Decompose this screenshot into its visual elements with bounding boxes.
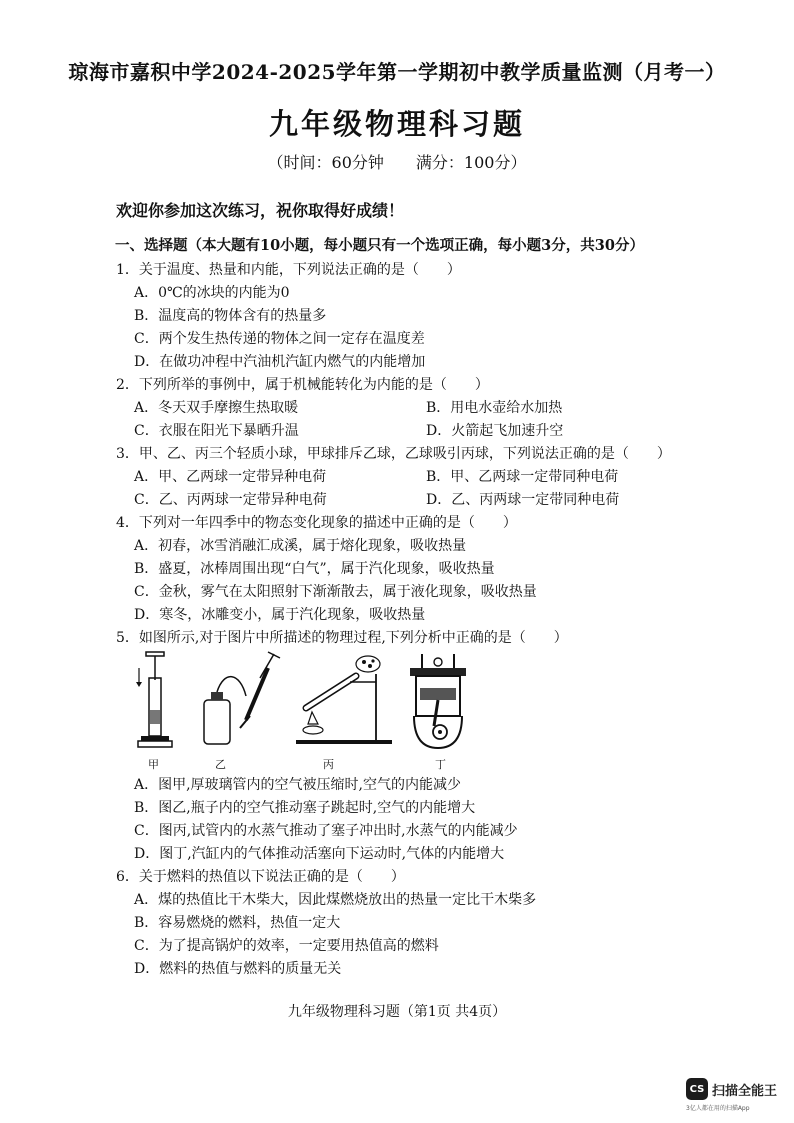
option-b: B．盛夏，冰棒周围出现“白气”，属于汽化现象，吸收热量: [134, 561, 495, 577]
welcome-message: 欢迎你参加这次练习，祝你取得好成绩！: [116, 201, 405, 220]
section-title: 一、选择题（本大题有10小题，每小题只有一个选项正确，每小题3分，共30分）: [115, 237, 644, 254]
question-stem: 4．下列对一年四季中的物态变化现象的描述中正确的是（ ）: [116, 515, 517, 531]
scanner-badge: [686, 1078, 777, 1100]
exam-info: （时间：60分钟 满分：100分）: [267, 153, 527, 172]
option-b: B．温度高的物体含有的热量多: [134, 308, 327, 324]
question-stem: 2．下列所举的事例中，属于机械能转化为内能的是（ ）: [116, 377, 489, 393]
figure-label-jia: 甲: [148, 758, 159, 771]
option-a: A．初春，冰雪消融汇成溪，属于熔化现象，吸收热量: [134, 538, 467, 554]
engine-cylinder-illustration: [406, 650, 470, 754]
school-header: 琼海市嘉积中学2024-2025学年第一学期初中教学质量监测（月考一）: [68, 60, 726, 84]
option-c: C．两个发生热传递的物体之间一定存在温度差: [134, 331, 425, 347]
question-stem: 6．关于燃料的热值以下说法正确的是（ ）: [116, 869, 405, 885]
figure-label-bing: 丙: [323, 758, 334, 771]
option-a: A．0℃的冰块的内能为0: [134, 285, 290, 301]
option-a: A．煤的热值比干木柴大，因此煤燃烧放出的热量一定比干木柴多: [134, 892, 537, 908]
option-d: D．寒冬，冰雕变小，属于汽化现象，吸收热量: [134, 607, 426, 623]
option-c: C．乙、丙两球一定带异种电荷: [134, 492, 327, 508]
question-stem: 1．关于温度、热量和内能，下列说法正确的是（ ）: [116, 262, 461, 278]
question-2: [116, 374, 716, 443]
option-a: A．甲、乙两球一定带异种电荷: [134, 469, 327, 485]
option-b: B．图乙,瓶子内的空气推动塞子跳起时,空气的内能增大: [134, 800, 476, 816]
figure-label-ding: 丁: [435, 758, 446, 771]
option-d: D．燃料的热值与燃料的质量无关: [134, 961, 342, 977]
question-stem: 5．如图所示,对于图片中所描述的物理过程,下列分析中正确的是（ ）: [116, 630, 568, 646]
scanner-tagline: 3亿人都在用的扫描App: [686, 1105, 750, 1112]
bottle-pump-illustration: [200, 650, 282, 754]
option-b: B．甲、乙两球一定带同种电荷: [426, 469, 619, 485]
option-a: A．冬天双手摩擦生热取暖: [134, 400, 299, 416]
question-4: [116, 512, 716, 627]
option-d: D．在做功冲程中汽油机汽缸内燃气的内能增加: [134, 354, 426, 370]
option-d: D．图丁,汽缸内的气体推动活塞向下运动时,气体的内能增大: [134, 846, 505, 862]
question-6: [116, 866, 716, 981]
option-b: B．用电水壶给水加热: [426, 400, 563, 416]
scanner-app-name: 扫描全能王: [712, 1083, 778, 1099]
page-title: 九年级物理科习题: [268, 107, 525, 141]
camscanner-logo-icon: CS: [686, 1078, 708, 1100]
test-tube-heating-illustration: [294, 650, 406, 754]
question-3: [116, 443, 716, 512]
option-a: A．图甲,厚玻璃管内的空气被压缩时,空气的内能减少: [134, 777, 462, 793]
compression-tube-illustration: [136, 650, 176, 754]
question-1: [116, 259, 716, 374]
question-stem: 3．甲、乙、丙三个轻质小球，甲球排斥乙球，乙球吸引丙球，下列说法正确的是（ ）: [116, 446, 671, 462]
question-5: [116, 627, 716, 866]
figure-label-yi: 乙: [215, 758, 226, 771]
option-c: C．金秋，雾气在太阳照射下渐渐散去，属于液化现象，吸收热量: [134, 584, 537, 600]
option-b: B．容易燃烧的燃料，热值一定大: [134, 915, 341, 931]
option-d: D．火箭起飞加速升空: [426, 423, 564, 439]
option-c: C．衣服在阳光下暴晒升温: [134, 423, 299, 439]
question-list: [116, 235, 716, 981]
option-c: C．为了提高锅炉的效率，一定要用热值高的燃料: [134, 938, 439, 954]
option-d: D．乙、丙两球一定带同种电荷: [426, 492, 620, 508]
page-footer: 九年级物理科习题（第1页 共4页）: [287, 1004, 507, 1020]
question-5-figures: [116, 650, 716, 774]
option-c: C．图丙,试管内的水蒸气推动了塞子冲出时,水蒸气的内能减少: [134, 823, 518, 839]
